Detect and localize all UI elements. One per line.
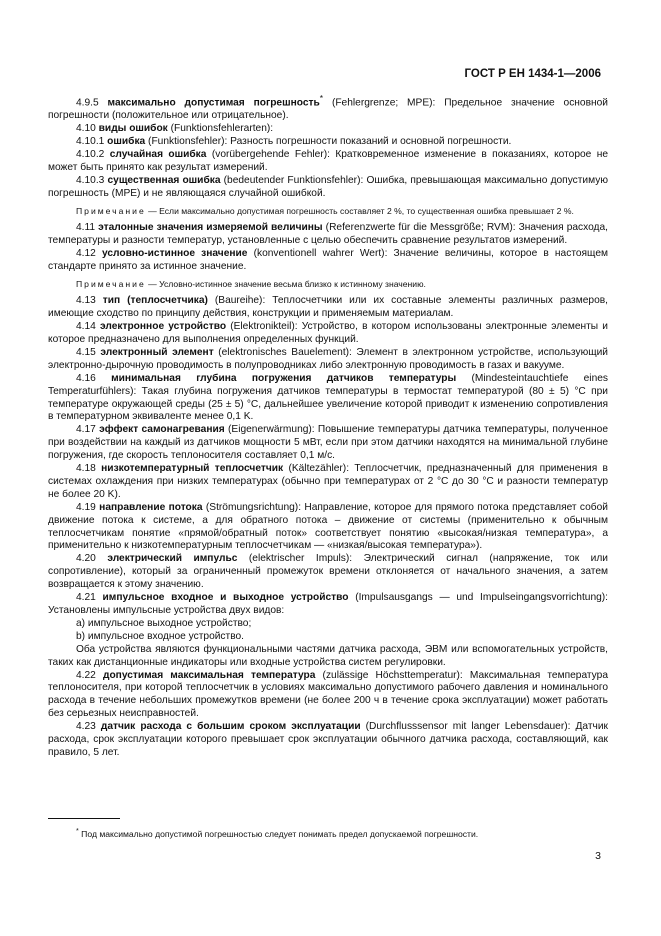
term: допустимая максимальная температура [102,669,316,681]
list-item-b: b) импульсное входное устройство. [76,630,244,642]
clause-4-10-3: 4.10.3 существенная ошибка (bedeutender Funktionsfehler): Ошибка, превышающая максимально допустимую погрешность (MPE) и не являющаяся случайной ошибкой. [48,174,608,199]
footnote-divider [48,818,120,819]
term: ошибка [107,136,146,148]
term: электрический импульс [107,553,238,565]
clause-4-10-1: 4.10.1 ошибка (Funktionsfehler): Разность погрешности показаний и основной погрешности. [76,136,512,148]
document-body [48,92,608,760]
clause-4-20: 4.20 электрический импульс (elektrischer Impuls): Электрический сигнал (напряжение, ток или сопротивление), который за ограниченный промежуток времени отклоняется от начального значения, а затем возвращается к этому значению. [48,553,608,591]
list-item-a: а) импульсное выходное устройство; [76,617,252,629]
footnote-mark: * [76,827,79,835]
term: условно-истинное значение [101,247,248,259]
clause-4-23: 4.23 датчик расхода с большим сроком эксплуатации (Durchflusssensor mit langer Lebensdauer): Датчик расхода, срок эксплуатации которого превышает срок эксплуатации обычного датчика расхода, составляющий, как правило, 5 лет. [48,721,608,758]
footnote: * Под максимально допустимой погрешностью следует понимать предел допускаемой погрешности. [76,827,479,839]
clause-4-16: 4.16 минимальная глубина погружения датчиков температуры (Mindesteintauchtiefe eines Temperaturfühlers): Такая глубина погружения датчиков температуры в термостат температурой (80 ± 5) °C при температуре окружающей среды (25 ± 5) °C, дальнейшее увеличение которой приводит к изменению сопротивления в температурном эквиваленте менее 0,1 K. [48,372,608,423]
document-code: ГОСТ Р ЕН 1434-1—2006 [464,68,601,80]
term: максимально допустимая погрешность [107,97,320,109]
clause-4-21-continuation: Оба устройства являются функциональными частями датчика расхода, ЭВМ или вспомогательных устройств, таких как дистанционные индикаторы или входные устройства систем регулировки. [48,643,608,668]
clause-4-15: 4.15 электронный элемент (elektronisches Bauelement): Элемент в электронном устройстве, использующий электронно-дырочную проводимость в полупроводниках либо электронную проводимость в газах и вакууме. [48,346,608,371]
term: датчик расхода с большим сроком эксплуатации [100,721,361,733]
term: импульсное входное и выходное устройство [102,592,349,604]
footnote-mark: * [319,93,324,103]
clause-4-10: 4.10 виды ошибок (Funktionsfehlerarten): [76,123,274,135]
clause-4-13: 4.13 тип (теплосчетчика) (Baureihe): Теплосчетчики или их составные элементы различных размеров, имеющие сходство по принципу действия, конструкции и применяемым материалам. [48,295,608,320]
term: минимальная глубина погружения датчиков температуры [111,372,457,384]
term: эталонные значения измеряемой величины [98,222,323,234]
note-2: Примечание — Условно-истинное значение весьма близко к истинному значению. [76,278,426,289]
term: электронное устройство [100,321,227,333]
note-label: Примечание [76,278,146,289]
clause-4-18: 4.18 низкотемпературный теплосчетчик (Kältezähler): Теплосчетчик, предназначенный для применения в системах охлаждения при низких температурах (обычно при температурах от 2 °C до 30 °C и разности температур не более 20 K). [48,463,608,500]
note-label: Примечание [76,205,146,216]
term: существенная ошибка [107,174,221,186]
term: направление потока [99,501,203,513]
clause-4-11: 4.11 эталонные значения измеряемой величины (Referenzwerte für die Messgröße; RVM): Значения расхода, температуры и разности температур, установленные с целью обеспечить сравнение результатов измерений. [48,222,608,247]
term: низкотемпературный теплосчетчик [101,463,284,475]
clause-4-9-5: 4.9.5 максимально допустимая погрешность* (Fehlergrenze; MPE): Предельное значение основной погрешности (положительное или отрицательное). [48,93,608,122]
clause-4-12: 4.12 условно-истинное значение (konventionell wahrer Wert): Значение величины, которое в настоящем стандарте принято за истинное значение. [48,247,608,272]
clause-4-22: 4.22 допустимая максимальная температура (zulässige Höchsttemperatur): Максимальная температура теплоносителя, при которой теплосчетчик в условиях максимально допустимого рабочего давления и номинального расхода в течение небольших промежутков времени (не более 200 ч в течение срока эксплуатации) может работать без серьезных неисправностей. [48,669,608,720]
term: электронный элемент [100,346,214,358]
note-1: Примечание — Если максимально допустимая погрешность составляет 2 %, то существенная ошибка превышает 2 %. [76,205,574,216]
clause-4-14: 4.14 электронное устройство (Elektronikteil): Устройство, в котором использованы электронные элементы и которое предназначено для выполнения определенных функций. [48,321,608,345]
term: тип (теплосчетчика) [102,295,208,307]
term: эффект самонагревания [99,424,225,436]
clause-4-10-2: 4.10.2 случайная ошибка (vorübergehende Fehler): Кратковременное изменение в показаниях, которое не может быть принято как результат измерений. [48,149,609,173]
term: виды ошибок [98,123,168,135]
clause-4-17: 4.17 эффект самонагревания (Eigenerwärmung): Повышение температуры датчика температуры, полученное при воздействии на каждый из датчиков мощности 5 мВт, если при этом датчики находятся на минимальной глубине погружения, где скорость теплоносителя составляет 0,1 м/с. [48,424,608,462]
page-number: 3 [595,850,601,862]
term: случайная ошибка [109,149,207,161]
clause-4-19: 4.19 направление потока (Strömungsrichtung): Направление, которое для прямого потока представляет собой движение потока к системе, а для обратного потока – движение от системы (применительно к обычным теплосчетчикам понятие «прямой/обратный поток» соответствует понятию «высокая/низкая температура», а применительно к низкотемпературным теплосчетчикам — «низкая/высокая температура»). [48,501,608,552]
clause-4-21: 4.21 импульсное входное и выходное устройство (Impulsausgangs — und Impulseingangsvorrichtung): Установлены импульсные устройства двух видов: [48,592,608,617]
